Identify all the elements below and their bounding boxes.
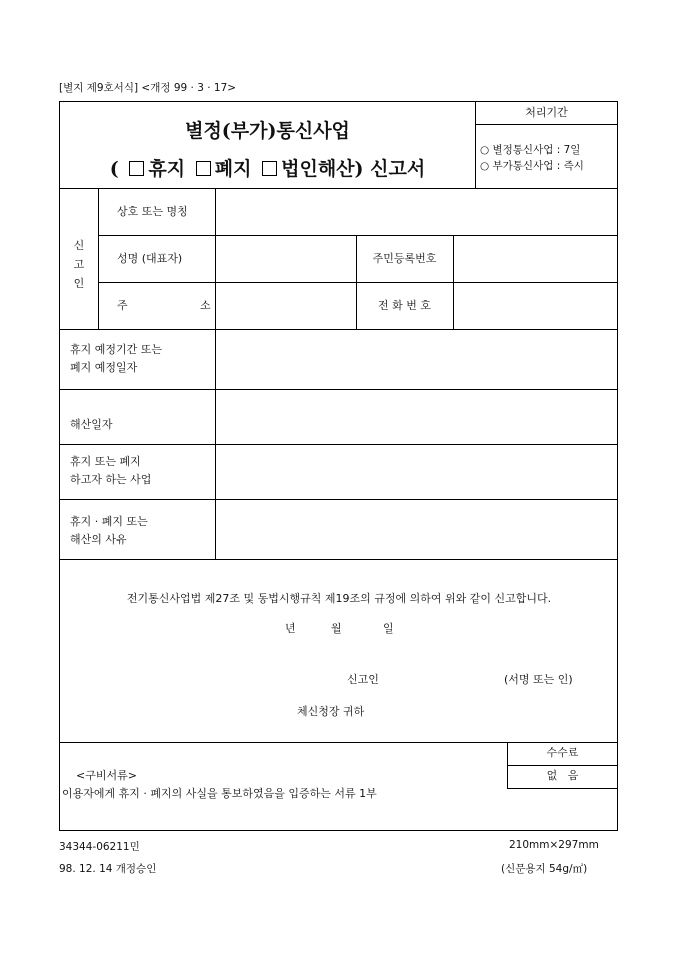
suspend-period-label [70,341,162,377]
reason-label [70,513,148,549]
approval-date: 98. 12. 14 개정승인 [59,863,157,875]
required-documents-label: <구비서류> [76,769,137,782]
title-option-abolish: 폐지 [214,158,252,180]
company-name-label: 상호 또는 명칭 [117,205,188,218]
date-day-label: 일 [383,622,394,635]
recipient-label: 체신청장 귀하 [297,705,365,718]
reporter-side-label [60,236,98,293]
processing-item-value-added: ○ 부가통신사업 : 즉시 [480,160,584,172]
form-title-line1: 별정(부가)통신사업 [185,120,350,142]
suspend-checkbox[interactable] [129,161,144,176]
title-option-dissolve: 법인해산) [281,158,364,180]
processing-item-special: ○ 별정통신사업 : 7일 [480,144,581,156]
label-line: 휴지 예정기간 또는 [70,343,163,356]
title-suffix: 신고서 [370,158,426,180]
dissolve-checkbox[interactable] [262,161,277,176]
company-name-field[interactable] [216,189,618,235]
label-line: 해산의 사유 [70,533,127,546]
reporter-sign-label: 신고인 [347,673,379,686]
phone-label: 전 화 번 호 [378,299,431,312]
date-month-label: 월 [331,622,342,635]
business-field[interactable] [216,445,618,499]
form-code: 34344-06211민 [59,841,140,853]
paper-size: 210mm×297mm [509,839,599,851]
representative-name-label: 성명 (대표자) [117,252,183,265]
label-line: 하고자 하는 사업 [70,473,152,486]
date-year-label: 년 [285,622,296,635]
resident-id-label: 주민등록번호 [372,252,437,265]
title-option-suspend: 휴지 [148,158,186,180]
title-open-paren: ( [109,158,119,180]
declaration-statement: 전기통신사업법 제27조 및 동법시행규칙 제19조의 규정에 의하여 위와 같이 신고합니다. [126,592,552,605]
form-title-line2 [60,154,475,181]
abolish-checkbox[interactable] [196,161,211,176]
side-label-char: 인 [73,277,85,290]
form-header-note: [별지 제9호서식] <개정 99 · 3 · 17> [59,82,237,94]
required-document-item: 이용자에게 휴지 · 폐지의 사실을 통보하였음을 입증하는 서류 1부 [62,787,377,800]
suspend-period-field[interactable] [216,330,618,389]
side-label-char: 신 [73,239,85,252]
phone-field[interactable] [454,283,618,329]
dissolution-date-label: 해산일자 [70,418,113,431]
address-label-a: 주 [117,299,128,312]
fee-value: 없 음 [546,769,579,782]
address-label-b: 소 [200,299,211,312]
representative-name-field[interactable] [216,236,356,282]
label-line: 휴지 또는 폐지 [70,455,141,468]
label-line: 휴지 · 폐지 또는 [70,515,148,528]
report-form [59,101,618,831]
signature-note: (서명 또는 인) [504,673,573,686]
processing-period-header: 처리기간 [525,106,568,119]
label-line: 폐지 예정일자 [70,361,138,374]
address-field[interactable] [216,283,356,329]
dissolution-date-field[interactable] [216,390,618,444]
business-label [70,453,151,489]
side-label-char: 고 [73,258,85,271]
reason-field[interactable] [216,500,618,559]
resident-id-field[interactable] [454,236,618,282]
fee-label: 수수료 [546,746,579,759]
paper-type: (신문용지 54g/㎡) [501,863,588,875]
